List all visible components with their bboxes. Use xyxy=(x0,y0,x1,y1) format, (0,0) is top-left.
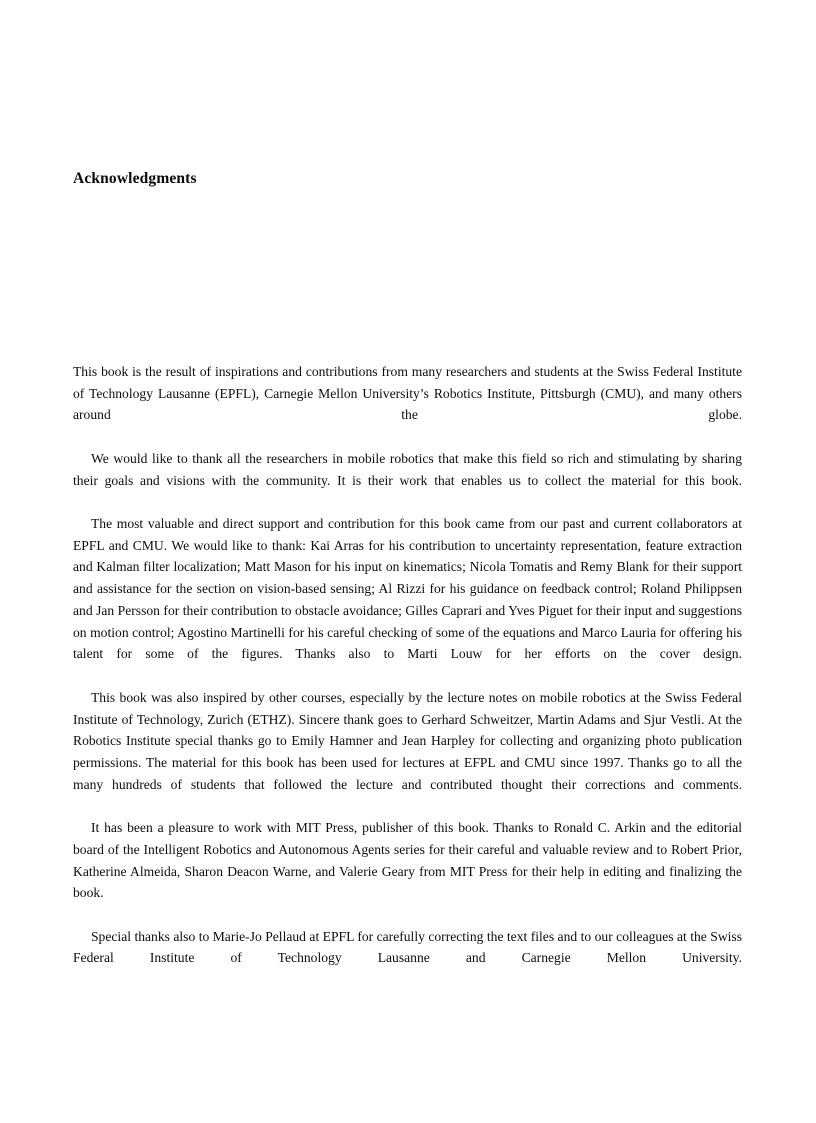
paragraph: This book was also inspired by other courses, especially by the lecture notes on mobile robotics at the Swiss Federal Institute of Technology, Zurich (ETHZ). Sincere thank goes to Gerhard Schweitzer, Martin Adams and Sjur Vestli. At the Robotics Institute special thanks go to Emily Hamner and Jean Harpley for collecting and organizing photo publication permissions. The material for this book has been used for lectures at EFPL and CMU since 1997. Thanks go to all the many hundreds of students that followed the lecture and contributed thought their corrections and comments. xyxy=(73,689,742,792)
paragraph: Special thanks also to Marie-Jo Pellaud at EPFL for carefully correcting the text files and to our colleagues at the Swiss Federal Institute of Technology Lausanne and Carnegie Mellon University. xyxy=(73,928,742,966)
paragraph: This book is the result of inspirations and contributions from many researchers and students at the Swiss Federal Institute of Technology Lausanne (EPFL), Carnegie Mellon University’s Robotics Institute, Pittsburgh (CMU), and many others around the globe. xyxy=(73,364,742,423)
body-text-block xyxy=(73,361,742,991)
paragraph: It has been a pleasure to work with MIT Press, publisher of this book. Thanks to Ronald C. Arkin and the editorial board of the Intelligent Robotics and Autonomous Agents series for their careful and valuable review and to Robert Prior, Katherine Almeida, Sharon Deacon Warne, and Valerie Geary from MIT Press for their help in editing and finalizing the book. xyxy=(73,820,742,901)
paragraph: The most valuable and direct support and contribution for this book came from our past and current collaborators at EPFL and CMU. We would like to thank: Kai Arras for his contribution to uncertainty representation, feature extraction and Kalman filter localization; Matt Mason for his input on kinematics; Nicola Tomatis and Remy Blank for their support and assistance for the section on vision-based sensing; Al Rizzi for his guidance on feedback control; Roland Philippsen and Jan Persson for their contribution to obstacle avoidance; Gilles Caprari and Yves Piguet for their input and suggestions on motion control; Agostino Martinelli for his careful checking of some of the equations and Marco Lauria for offering his talent for some of the figures. Thanks also to Marti Louw for her efforts on the cover design. xyxy=(73,516,742,662)
page-title: Acknowledgments xyxy=(73,170,197,187)
paragraph: We would like to thank all the researchers in mobile robotics that make this field so rich and stimulating by sharing their goals and visions with the community. It is their work that enables us to collect the material for this book. xyxy=(73,450,742,488)
